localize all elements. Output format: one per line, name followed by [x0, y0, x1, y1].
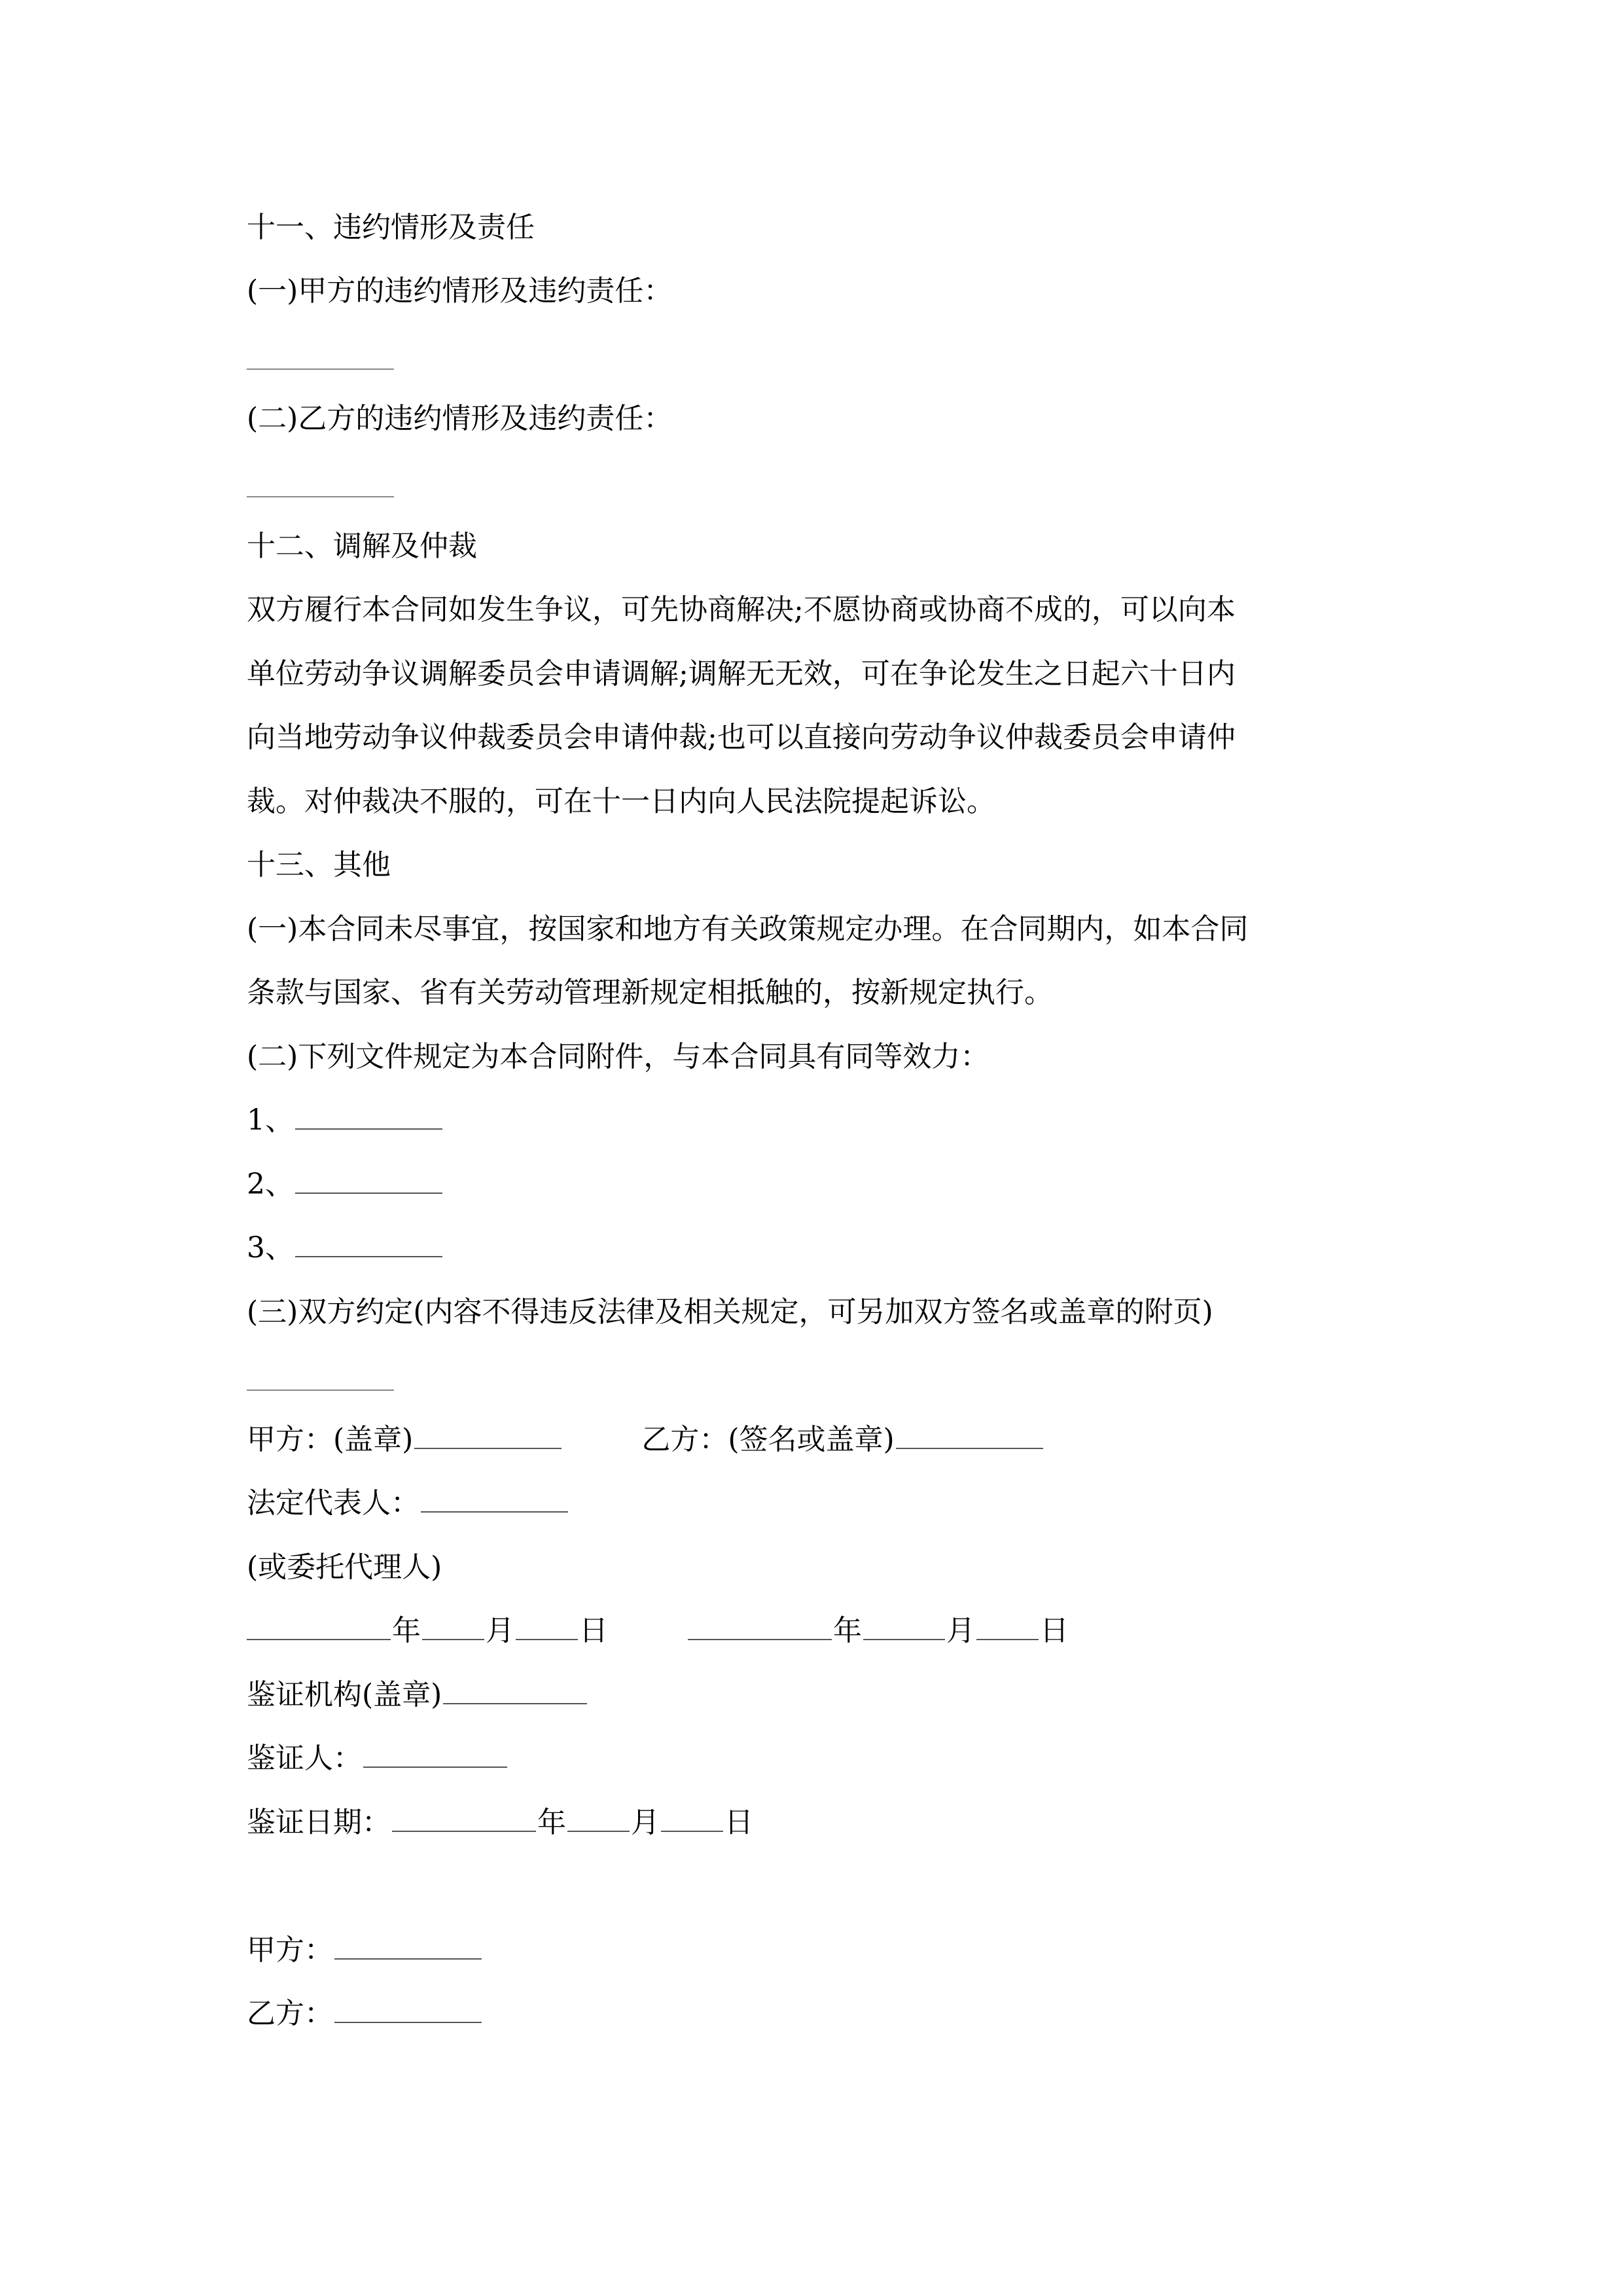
footer-party-a-row: [247, 1931, 483, 1970]
attachment-blank[interactable]: [295, 1230, 442, 1257]
party-a-day-blank[interactable]: [516, 1613, 578, 1640]
party-a-year-blank[interactable]: [247, 1613, 391, 1640]
year-label: 年: [537, 1806, 566, 1839]
agreement-blank[interactable]: [247, 1390, 394, 1391]
cert-day-blank[interactable]: [661, 1804, 723, 1832]
cert-month-blank[interactable]: [567, 1804, 630, 1832]
section-12-line-4: 裁。对仲裁决不服的，可在十一日内向人民法院提起诉讼。: [247, 785, 995, 818]
party-b-breach-blank[interactable]: [247, 496, 394, 497]
section-12-title: 十二、调解及仲裁: [247, 529, 477, 563]
year-label: 年: [392, 1614, 421, 1647]
party-b-month-blank[interactable]: [863, 1613, 945, 1640]
footer-party-b-blank[interactable]: [334, 1996, 482, 2023]
attachment-blank[interactable]: [295, 1102, 442, 1130]
section-13-b: (二)下列文件规定为本合同附件，与本合同具有同等效力：: [247, 1040, 990, 1073]
year-label: 年: [833, 1614, 862, 1647]
attachment-blank[interactable]: [295, 1166, 442, 1194]
party-a-month-blank[interactable]: [422, 1613, 484, 1640]
party-a-breach-heading: (一)甲方的违约情形及违约责任：: [247, 274, 673, 308]
cert-org-blank[interactable]: [443, 1677, 587, 1704]
day-label: 日: [724, 1806, 753, 1839]
section-12-line-1: 双方履行本合同如发生争议，可先协商解决;不愿协商或协商不成的，可以向本: [247, 593, 1236, 626]
cert-org-label: 鉴证机构(盖章): [247, 1678, 442, 1712]
legal-rep-row: [247, 1484, 569, 1523]
section-11-title: 十一、违约情形及责任: [247, 211, 535, 244]
attachment-item-2: [247, 1165, 444, 1204]
cert-org-row: [247, 1676, 588, 1715]
month-label: 月: [631, 1806, 660, 1839]
legal-rep-blank[interactable]: [421, 1485, 568, 1513]
certifier-row: [247, 1739, 508, 1778]
cert-date-row: [247, 1803, 753, 1842]
footer-party-b-row: [247, 1994, 483, 2034]
section-12-line-2: 单位劳动争议调解委员会申请调解;调解无无效，可在争论发生之日起六十日内: [247, 657, 1236, 691]
agent-label: (或委托代理人): [247, 1551, 442, 1584]
date-row: [247, 1611, 1069, 1651]
day-label: 日: [1040, 1614, 1069, 1647]
certifier-label: 鉴证人：: [247, 1742, 362, 1775]
party-a-seal-label: 甲方：(盖章): [247, 1423, 414, 1456]
attachment-item-label: 1、: [247, 1103, 294, 1137]
footer-party-b-label: 乙方：: [247, 1997, 333, 2030]
party-a-seal-blank[interactable]: [414, 1422, 562, 1449]
party-b-sign-label: 乙方：(签名或盖章): [641, 1423, 895, 1456]
section-13-a-line-1: (一)本合同未尽事宜，按国家和地方有关政策规定办理。在合同期内，如本合同: [247, 912, 1249, 946]
attachment-item-3: [247, 1229, 444, 1268]
certifier-blank[interactable]: [363, 1740, 507, 1768]
footer-party-a-label: 甲方：: [247, 1933, 333, 1967]
cert-year-blank[interactable]: [392, 1804, 536, 1832]
party-a-breach-blank[interactable]: [247, 368, 394, 370]
month-label: 月: [486, 1614, 514, 1647]
party-b-sign-blank[interactable]: [896, 1422, 1043, 1449]
section-13-a-line-2: 条款与国家、省有关劳动管理新规定相抵触的，按新规定执行。: [247, 976, 1053, 1009]
attachment-item-1: [247, 1101, 444, 1140]
legal-rep-label: 法定代表人：: [247, 1486, 419, 1520]
month-label: 月: [946, 1614, 975, 1647]
party-b-year-blank[interactable]: [688, 1613, 832, 1640]
party-b-breach-heading: (二)乙方的违约情形及违约责任：: [247, 402, 673, 435]
section-13-c: (三)双方约定(内容不得违反法律及相关规定，可另加双方签名或盖章的附页): [247, 1295, 1213, 1329]
section-13-title: 十三、其他: [247, 848, 391, 882]
cert-date-label: 鉴证日期：: [247, 1806, 391, 1839]
day-label: 日: [579, 1614, 608, 1647]
footer-party-a-blank[interactable]: [334, 1932, 482, 1960]
attachment-item-label: 2、: [247, 1168, 294, 1201]
signature-parties-row: [247, 1420, 1044, 1460]
party-b-day-blank[interactable]: [976, 1613, 1039, 1640]
attachment-item-label: 3、: [247, 1231, 294, 1265]
section-12-line-3: 向当地劳动争议仲裁委员会申请仲裁;也可以直接向劳动争议仲裁委员会申请仲: [247, 721, 1236, 754]
